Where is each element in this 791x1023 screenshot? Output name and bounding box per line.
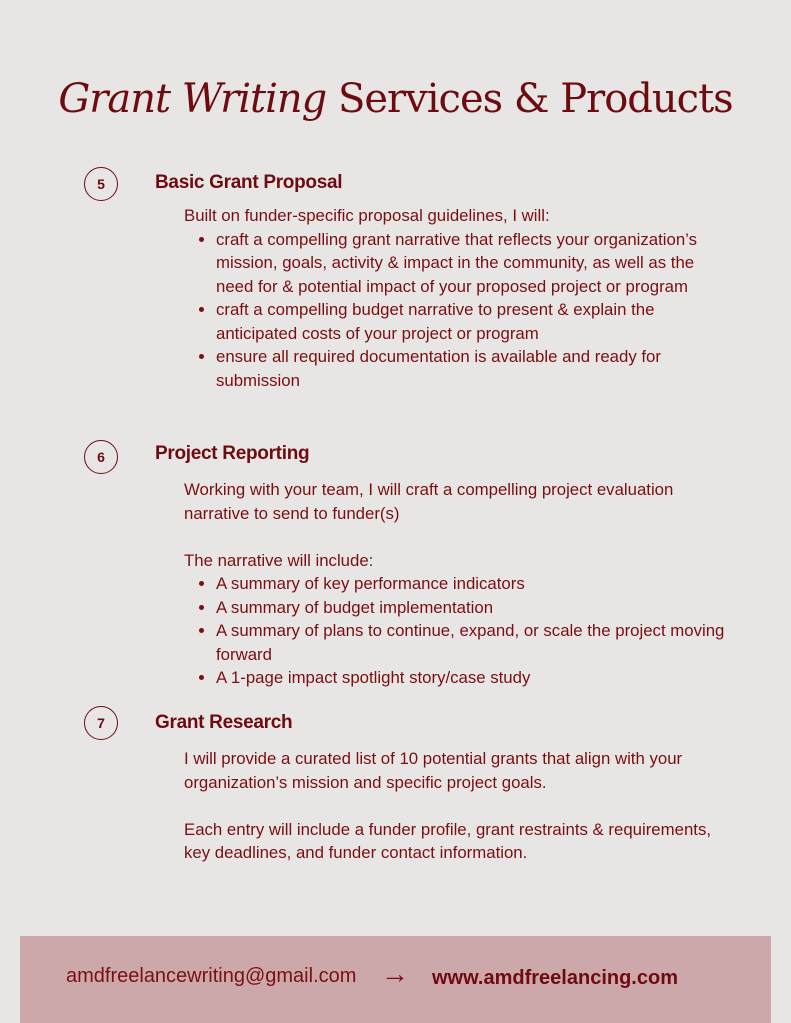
section-body (184, 204, 729, 392)
section-heading: Basic Grant Proposal (155, 172, 343, 193)
section-body (184, 478, 729, 690)
list-item: • craft a compelling grant narrative that reflects your organization’s mission, goals, activity & impact in the community, as well as the need for & potential impact of your proposed project or program (216, 228, 729, 299)
section-body (184, 747, 729, 865)
website-link[interactable]: www.amdfreelancing.com (432, 967, 678, 989)
section-intro-2: The narrative will include: (184, 550, 374, 570)
page-title (0, 76, 791, 122)
section-paragraph: I will provide a curated list of 10 potential grants that align with your organization’s mission and specific project goals. (184, 749, 683, 792)
title-italic: Grant Writing (58, 76, 327, 122)
section-number-badge: 7 (84, 706, 118, 740)
section-number-badge: 5 (84, 167, 118, 201)
list-item: • A 1-page impact spotlight story/case study (216, 666, 729, 690)
list-item: • A summary of key performance indicators (216, 572, 729, 596)
email-link[interactable]: amdfreelancewriting@gmail.com (66, 965, 357, 987)
section-number-badge: 6 (84, 440, 118, 474)
title-rest: Services & Products (337, 76, 733, 122)
section-intro: Working with your team, I will craft a compelling project evaluation narrative to send to funder(s) (184, 480, 674, 523)
section-heading: Project Reporting (155, 443, 310, 464)
list-item: • ensure all required documentation is available and ready for submission (216, 345, 729, 392)
arrow-right-icon: → (381, 958, 409, 989)
section-heading: Grant Research (155, 712, 293, 733)
list-item: • craft a compelling budget narrative to present & explain the anticipated costs of your project or program (216, 298, 729, 345)
bullet-list (184, 572, 729, 690)
bullet-list (184, 228, 729, 393)
section-paragraph: Each entry will include a funder profile, grant restraints & requirements, key deadlines, and funder contact information. (184, 819, 711, 862)
list-item: • A summary of plans to continue, expand, or scale the project moving forward (216, 619, 729, 666)
footer-bar (20, 936, 771, 1023)
list-item: • A summary of budget implementation (216, 596, 729, 620)
section-intro: Built on funder-specific proposal guidelines, I will: (184, 206, 550, 225)
